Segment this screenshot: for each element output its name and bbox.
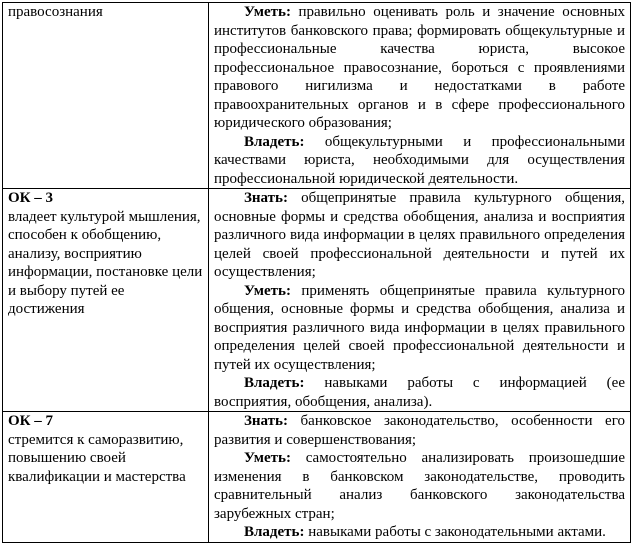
requirement-text: применять общепринятые правила культурного общения, основные формы и средства обобщения, анализа и восприятия различного вида информации в целях правильного определения целей своей профессиональной деятельности и путей их осуществления; [214,282,625,373]
requirement-text: банковское законодательство, особенности его развития и совершенствования; [214,413,625,448]
competency-cell [3,189,209,412]
requirement-text: общекультурными и профессиональными качествами юриста, необходимыми для осуществления профессиональной юридической деятельности. [214,133,625,187]
requirement-item [214,523,625,542]
requirement-keyword: Владеть: [244,133,305,150]
requirement-item [214,133,625,189]
requirements-cell [209,3,631,189]
requirements-cell [209,412,631,543]
table-row [3,3,631,189]
requirement-keyword: Уметь: [244,4,291,20]
competency-cell [3,412,209,543]
requirement-item [214,374,625,411]
requirement-text: навыками работы с законодательными актами. [304,524,606,540]
competency-description: правосознания [8,4,103,20]
competency-code: ОК – 3 [8,190,54,206]
requirement-keyword: Знать: [244,190,288,206]
competency-code: ОК – 7 [8,413,54,429]
requirement-item [214,449,625,523]
requirements-cell [209,189,631,412]
competency-description: стремится к саморазвитию, повышению своей квалификации и мастерства [8,431,186,485]
competency-table [2,2,631,543]
requirement-text: навыками работы с информацией (ее восприятия, обобщения, анализа). [214,375,625,410]
requirement-text: правильно оценивать роль и значение основных институтов банковского права; формировать общекультурные и профессиональные качества юриста, высокое профессиональное правосознание, бороться с проявлениями правового нигилизма и недостатками в работе правоохранительных органов и в сфере профессионального юридического образования; [214,4,625,131]
requirement-keyword: Владеть: [244,524,305,540]
requirement-text: общепринятые правила культурного общения, основные формы и средства обобщения, анализа и восприятия различного вида информации в целях правильного определения целей своей профессиональной деятельности и путей их осуществления; [214,190,625,280]
requirement-keyword: Уметь: [244,282,291,299]
table-row [3,189,631,412]
requirement-item [214,282,625,375]
requirement-keyword: Владеть: [244,375,305,391]
competency-cell [3,3,209,189]
table-row [3,412,631,543]
requirement-item [214,412,625,449]
requirement-item [214,3,625,133]
requirement-keyword: Знать: [244,413,288,429]
requirement-keyword: Уметь: [244,450,291,466]
requirement-item [214,189,625,282]
competency-table-body [3,3,631,543]
competency-description: владеет культурой мышления, способен к обобщению, анализу, восприятию информации, постановке цели и выбору путей ее достижения [8,208,203,317]
requirement-text: самостоятельно анализировать произошедшие изменения в банковском законодательстве, проводить сравнительный анализ банковского законодательства зарубежных стран; [214,450,625,522]
